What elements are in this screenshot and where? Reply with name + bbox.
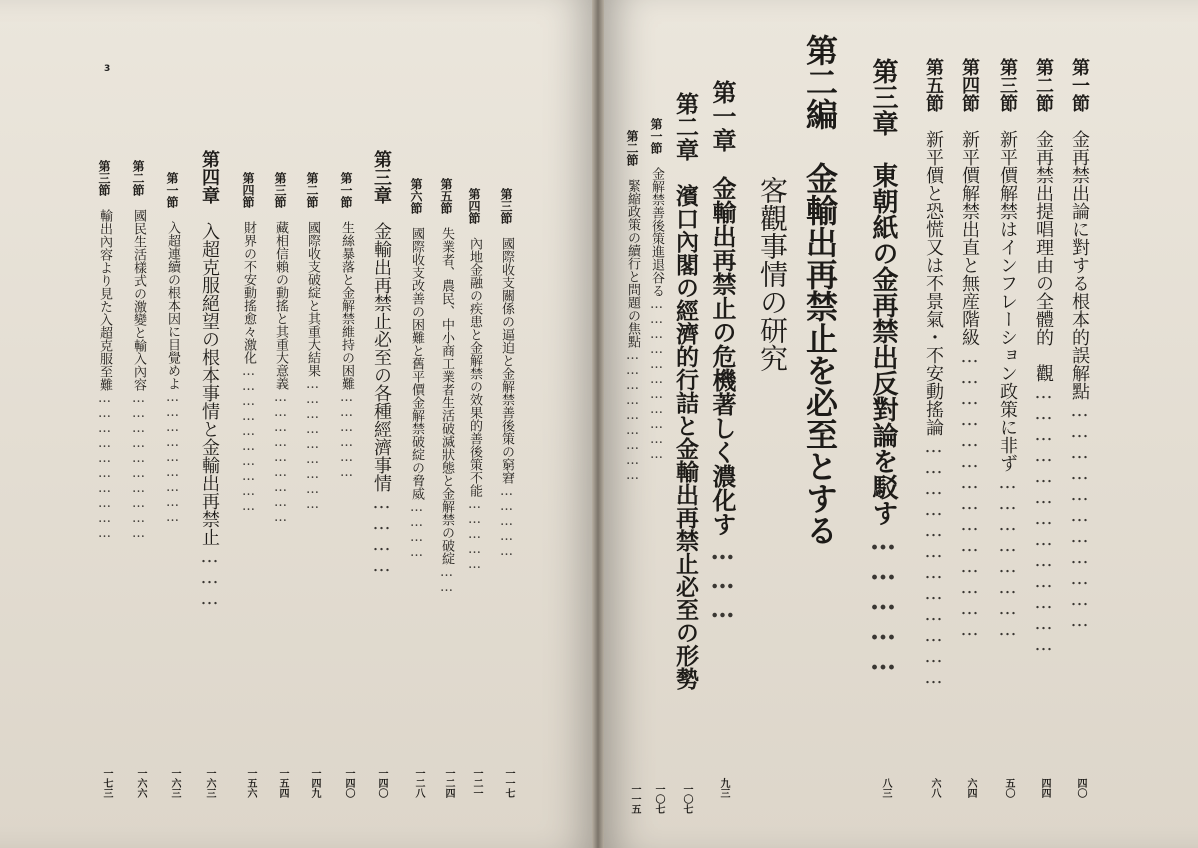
toc-chapter: 第四章 入超克服絕望の根本事情と金輸出再禁止……… xyxy=(199,150,220,609)
part-subheading: 客觀事情の研究 xyxy=(756,176,789,372)
toc-chapter: 第三章 東朝紙の金再禁出反對論を駁す…………… xyxy=(868,58,898,676)
page-number: 一〇七 xyxy=(681,784,692,814)
page-corner-mark: 3 xyxy=(104,64,111,74)
page-number: 四四 xyxy=(1039,778,1050,798)
page-number: 一一五 xyxy=(629,784,640,814)
page-number: 一〇七 xyxy=(653,784,664,814)
toc-entry: 第三節 新平價解禁はインフレーション政策に非ず…………………… xyxy=(997,58,1018,640)
toc-entry: 第四節 內地金融の疾患と金解禁の效果的善後策不能…………… xyxy=(467,188,482,572)
toc-entry: 第二節 國際收支破綻と其重大結果……………………… xyxy=(305,172,320,512)
page-number: 一二一 xyxy=(471,768,482,798)
toc-entry: 第二節 金再禁出提唱理由の全體的 觀………………………………… xyxy=(1033,58,1054,655)
page-number: 八三 xyxy=(880,778,891,798)
page-number: 九三 xyxy=(718,778,729,798)
page-number: 一六三 xyxy=(169,768,180,798)
left-page xyxy=(0,0,592,848)
book-gutter xyxy=(592,0,604,848)
page-number: 一四〇 xyxy=(376,768,387,798)
toc-entry: 第五節 新平價と恐慌又は不景氣・不安動搖論……………………………… xyxy=(923,58,944,688)
toc-chapter: 第二章 濱口內閣の經濟的行詰と金輸出再禁止必至の形勢 xyxy=(672,92,699,690)
page-number: 一四九 xyxy=(309,768,320,798)
page-number: 五〇 xyxy=(1003,778,1014,798)
page-number: 一一七 xyxy=(503,768,514,798)
toc-entry: 第一節 金解禁善後策進退谷る…………………………… xyxy=(649,118,664,462)
part-heading: 第二編 金輸出再禁止を必至とする xyxy=(801,34,839,546)
page-number: 一二八 xyxy=(413,768,424,798)
page-number: 一六六 xyxy=(135,768,146,798)
toc-entry: 第三節 國際收支關係の逼迫と金解禁善後策の窮窘…………… xyxy=(499,188,514,559)
toc-entry: 第五節 失業者、農民、中小商工業者生活破滅狀態と金解禁の破綻…… xyxy=(439,178,454,595)
page-number: 六四 xyxy=(965,778,976,798)
toc-chapter: 第一章 金輸出再禁止の危機著しく濃化す……… xyxy=(708,80,737,623)
toc-entry: 第一節 入超連續の根本因に目覺めよ……………………… xyxy=(165,172,180,525)
toc-entry: 第三節 藏相信賴の動搖と其重大意義……………………… xyxy=(273,172,288,525)
page-number: 一二四 xyxy=(443,768,454,798)
toc-entry: 第四節 財界の不安動搖愈々激化………………………… xyxy=(241,172,256,514)
toc-entry: 第四節 新平價解禁出直と無産階級…………………………………… xyxy=(959,58,980,640)
page-number: 一七三 xyxy=(101,768,112,798)
toc-entry: 第一節 金再禁出論に對する根本的誤解點…………………………… xyxy=(1069,58,1090,631)
toc-chapter: 第三章 金輸出再禁止必至の各種經濟事情………… xyxy=(371,150,392,576)
page-number: 四〇 xyxy=(1075,778,1086,798)
toc-entry: 第三節 輸出內容より見た入超克服至難………………………… xyxy=(97,160,112,541)
toc-entry: 第二節 緊縮政策の續行と問題の焦點……………………… xyxy=(625,130,640,483)
page-number: 一五六 xyxy=(245,768,256,798)
page-number: 一六三 xyxy=(204,768,215,798)
toc-entry: 第一節 生絲暴落と金解禁維持の困難……………… xyxy=(339,172,354,480)
toc-entry: 第二節 國民生活樣式の激變と輸入內容………………………… xyxy=(131,160,146,541)
page-number: 六八 xyxy=(929,778,940,798)
page-number: 一五四 xyxy=(277,768,288,798)
toc-entry: 第六節 國際收支改善の困難と舊平價金解禁破綻の脅威………… xyxy=(409,178,424,560)
right-page xyxy=(604,0,1198,848)
page-number: 一四〇 xyxy=(343,768,354,798)
